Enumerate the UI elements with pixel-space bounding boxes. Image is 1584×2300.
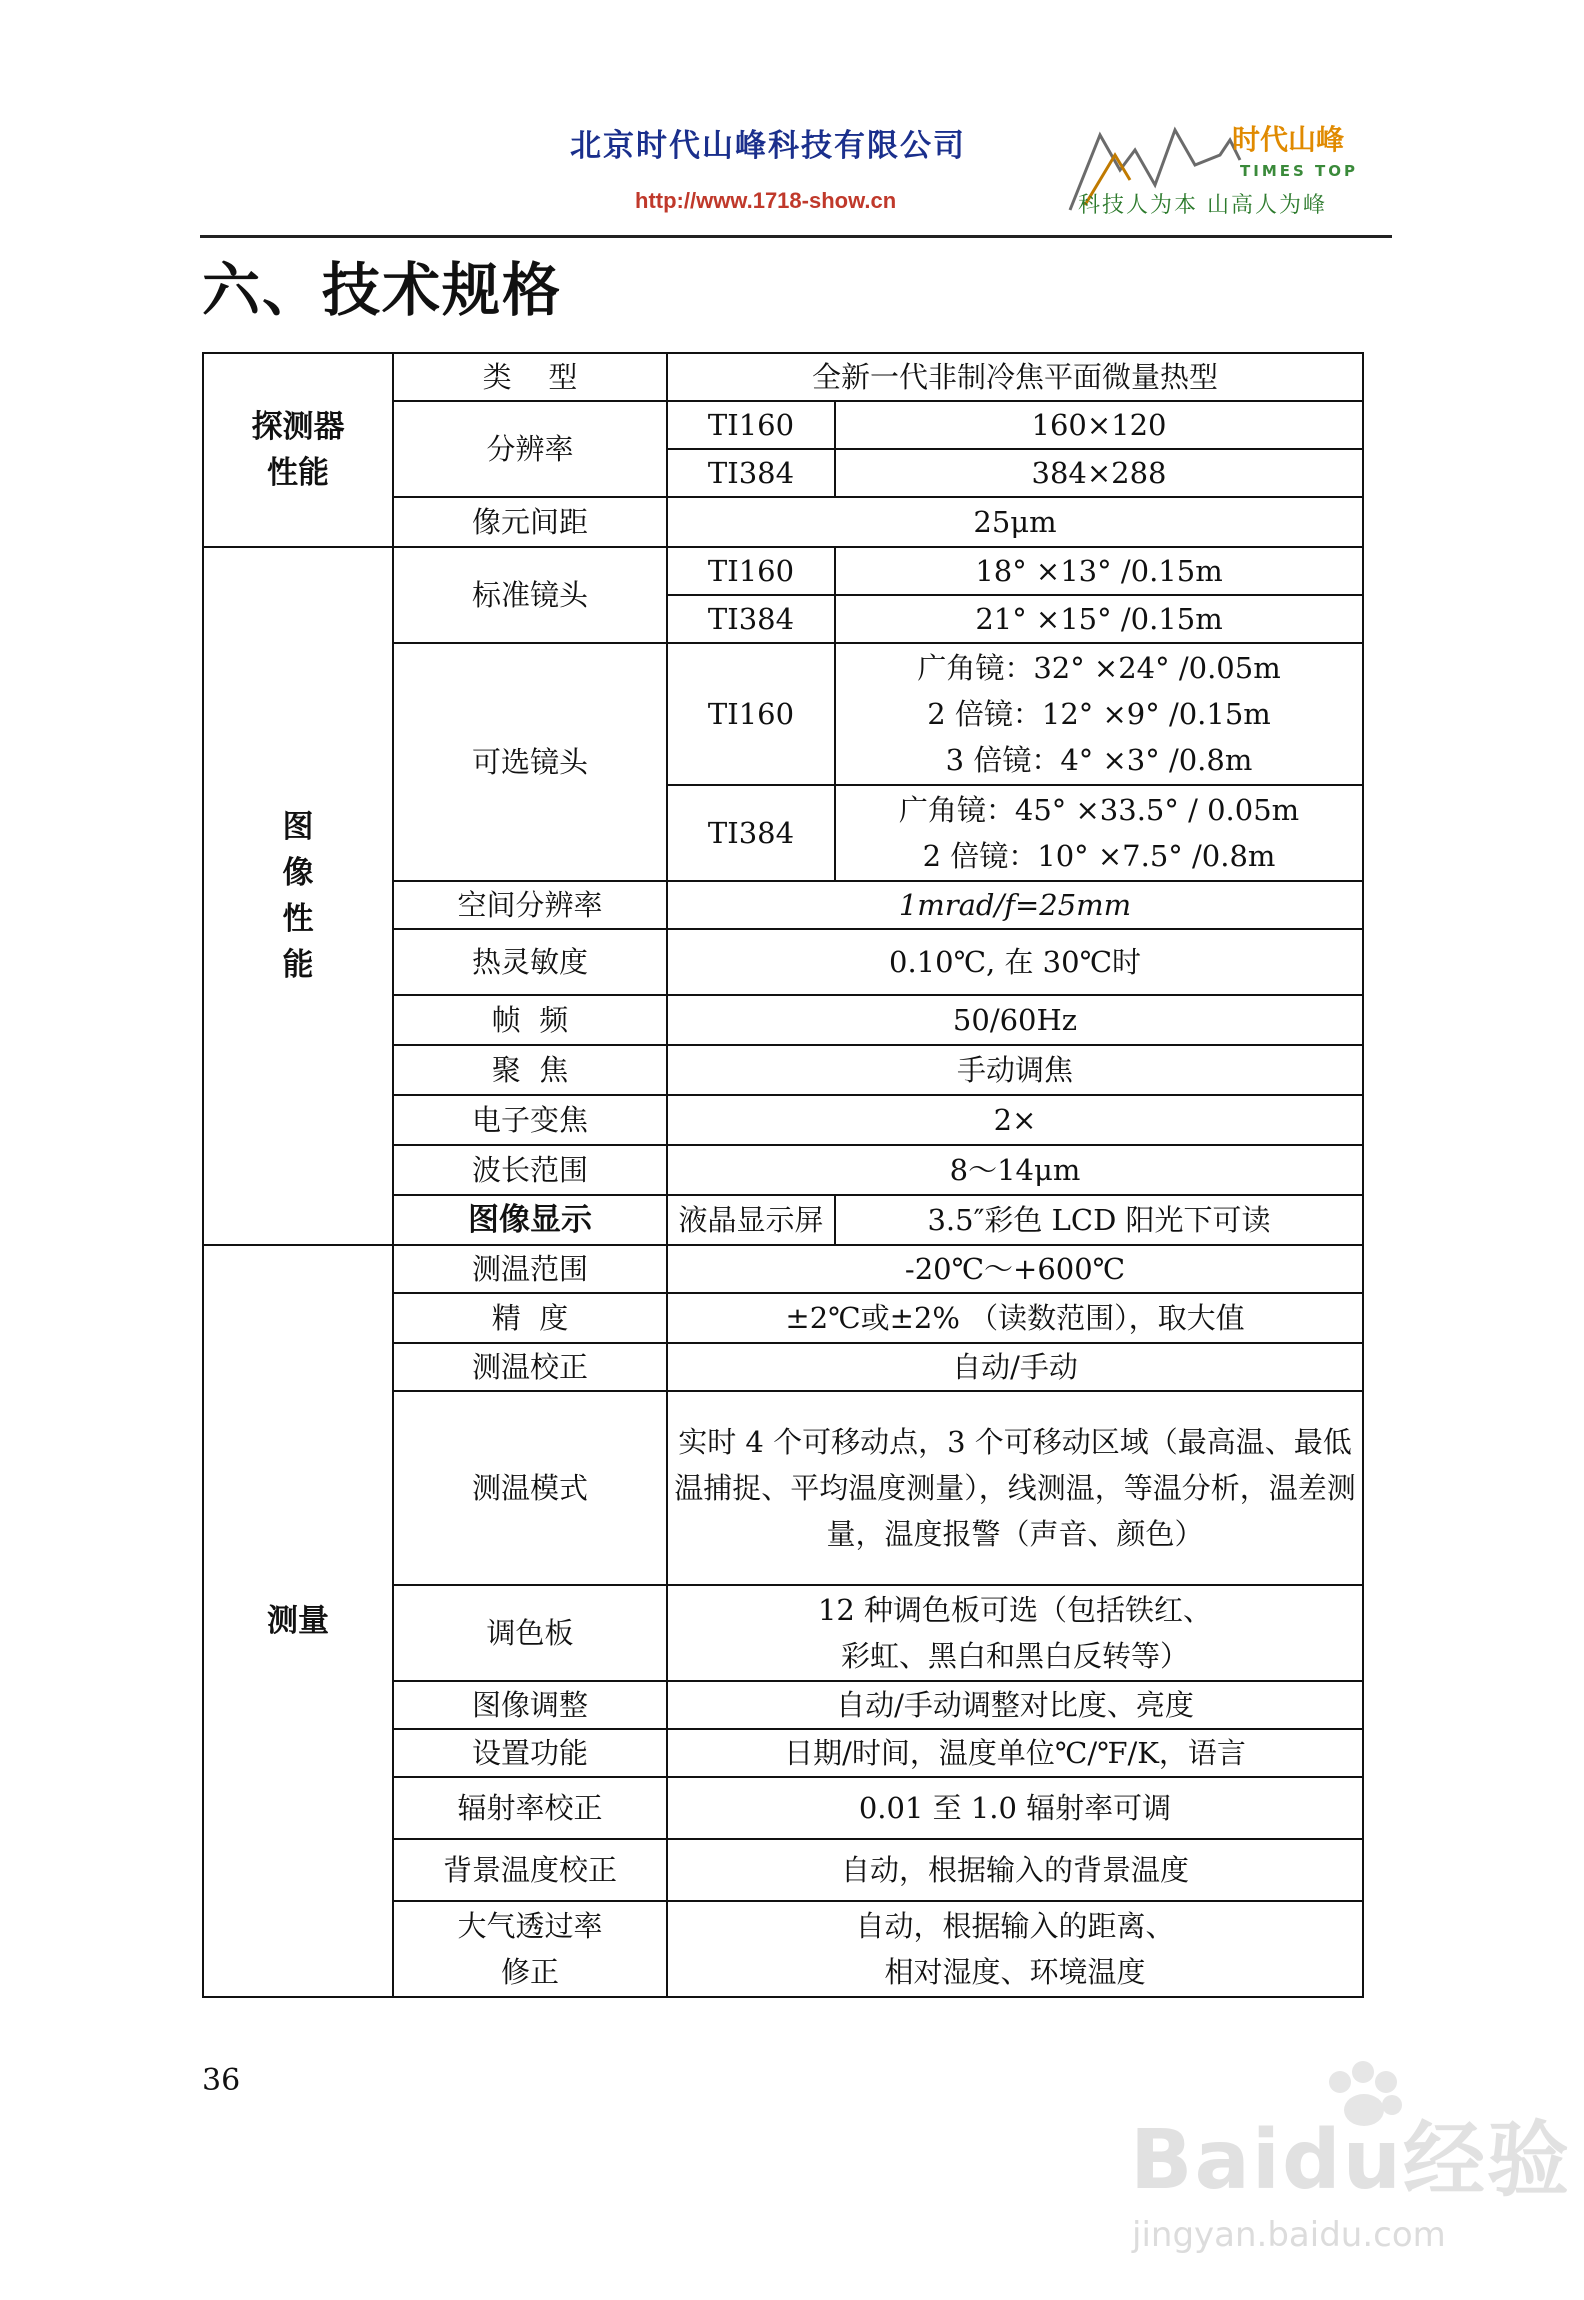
row-value: 384×288 xyxy=(835,449,1363,497)
logo-slogan: 科技人为本 山高人为峰 xyxy=(1078,193,1327,218)
logo-name: 时代山峰 xyxy=(1232,123,1345,156)
watermark-text: Baidu经验 xyxy=(1130,2113,1572,2208)
row-value: 25μm xyxy=(667,497,1363,547)
row-value: 自动/手动调整对比度、亮度 xyxy=(667,1681,1363,1729)
table-row xyxy=(203,353,1363,401)
row-value: 实时 4 个可移动点，3 个可移动区域（最高温、最低温捕捉、平均温度测量），线测温，等温分析，温差测量，温度报警（声音、颜色） xyxy=(667,1391,1363,1585)
company-name: 北京时代山峰科技有限公司 xyxy=(570,128,966,164)
model-cell: TI384 xyxy=(667,595,835,643)
row-label: 可选镜头 xyxy=(393,643,667,881)
category-image: 图 像 性 能 xyxy=(203,547,393,1245)
section-title: 六、技术规格 xyxy=(202,256,563,324)
model-cell: TI384 xyxy=(667,785,835,881)
row-label: 液晶显示屏 xyxy=(667,1195,835,1245)
row-value: 2× xyxy=(667,1095,1363,1145)
row-label: 背景温度校正 xyxy=(393,1839,667,1901)
row-value: 自动，根据输入的背景温度 xyxy=(667,1839,1363,1901)
row-label: 空间分辨率 xyxy=(393,881,667,929)
category-measure: 测量 xyxy=(203,1245,393,1997)
row-value: 21° ×15° /0.15m xyxy=(835,595,1363,643)
header-rule xyxy=(200,235,1392,238)
row-label: 聚 焦 xyxy=(393,1045,667,1095)
logo-english: TIMES TOP xyxy=(1240,162,1358,180)
row-label: 分辨率 xyxy=(393,401,667,497)
row-label: 电子变焦 xyxy=(393,1095,667,1145)
row-label: 标准镜头 xyxy=(393,547,667,643)
model-cell: TI160 xyxy=(667,643,835,785)
row-label: 设置功能 xyxy=(393,1729,667,1777)
row-value: ±2℃或±2% （读数范围），取大值 xyxy=(667,1293,1363,1343)
row-value: 50/60Hz xyxy=(667,995,1363,1045)
row-label: 精 度 xyxy=(393,1293,667,1343)
row-value: 日期/时间，温度单位℃/℉/K，语言 xyxy=(667,1729,1363,1777)
watermark-url: jingyan.baidu.com xyxy=(1132,2215,1446,2255)
row-value: 全新一代非制冷焦平面微量热型 xyxy=(667,353,1363,401)
row-value: 自动/手动 xyxy=(667,1343,1363,1391)
row-value: 自动，根据输入的距离、 相对湿度、环境温度 xyxy=(667,1901,1363,1997)
row-value: 12 种调色板可选（包括铁红、 彩虹、黑白和黑白反转等） xyxy=(667,1585,1363,1681)
row-label: 调色板 xyxy=(393,1585,667,1681)
row-value: 1mrad/f=25mm xyxy=(667,881,1363,929)
row-label: 像元间距 xyxy=(393,497,667,547)
row-label: 热灵敏度 xyxy=(393,929,667,995)
row-label: 辐射率校正 xyxy=(393,1777,667,1839)
row-label: 大气透过率 修正 xyxy=(393,1901,667,1997)
company-url[interactable]: http://www.1718-show.cn xyxy=(635,188,897,213)
category-display: 图像显示 xyxy=(393,1195,667,1245)
table-row xyxy=(203,547,1363,595)
row-value: 手动调焦 xyxy=(667,1045,1363,1095)
model-cell: TI384 xyxy=(667,449,835,497)
row-value: 0.10℃, 在 30℃时 xyxy=(667,929,1363,995)
row-value: 广角镜：32° ×24° /0.05m 2 倍镜：12° ×9° /0.15m 3 倍镜：4° ×3° /0.8m xyxy=(835,643,1363,785)
row-label: 测温范围 xyxy=(393,1245,667,1293)
row-value: 160×120 xyxy=(835,401,1363,449)
row-value: 3.5″彩色 LCD 阳光下可读 xyxy=(835,1195,1363,1245)
row-label: 测温模式 xyxy=(393,1391,667,1585)
row-label: 图像调整 xyxy=(393,1681,667,1729)
row-value: 8～14μm xyxy=(667,1145,1363,1195)
row-label: 帧 频 xyxy=(393,995,667,1045)
row-value: 0.01 至 1.0 辐射率可调 xyxy=(667,1777,1363,1839)
row-value: 广角镜：45° ×33.5° / 0.05m 2 倍镜：10° ×7.5° /0.8m xyxy=(835,785,1363,881)
row-label: 测温校正 xyxy=(393,1343,667,1391)
category-detector: 探测器 性能 xyxy=(203,353,393,547)
model-cell: TI160 xyxy=(667,547,835,595)
spec-table xyxy=(202,352,1364,1998)
row-value: 18° ×13° /0.15m xyxy=(835,547,1363,595)
row-label: 波长范围 xyxy=(393,1145,667,1195)
page-number: 36 xyxy=(202,2063,241,2098)
row-value: -20℃～+600℃ xyxy=(667,1245,1363,1293)
row-label: 类 型 xyxy=(393,353,667,401)
table-row xyxy=(203,1245,1363,1293)
model-cell: TI160 xyxy=(667,401,835,449)
